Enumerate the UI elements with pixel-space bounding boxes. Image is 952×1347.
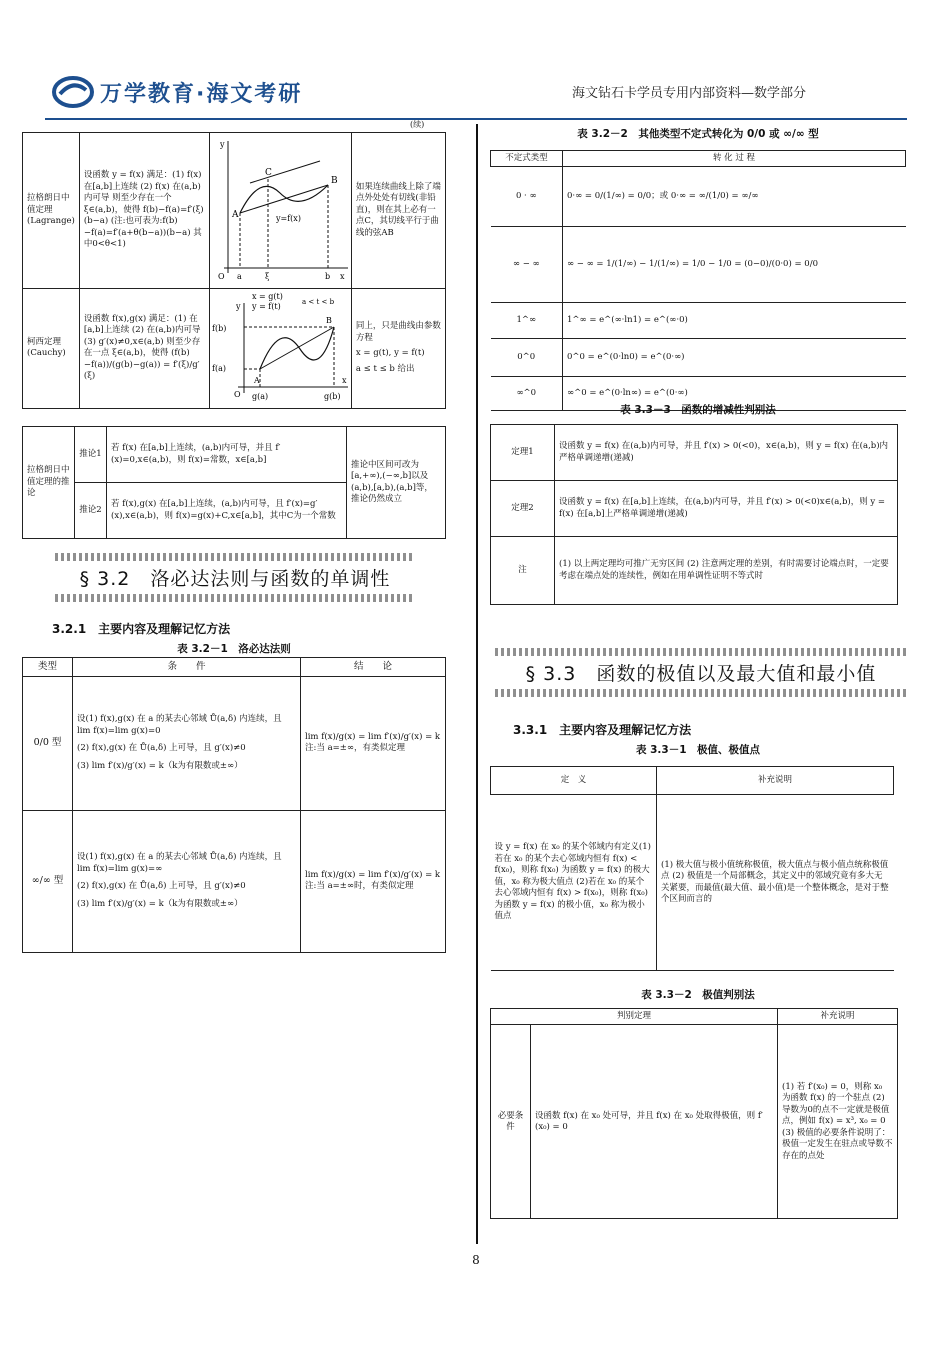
corollary-note: 推论中区间可改为[a,+∞),(−∞,b]以及(a,b),[a,b),(a,b]等，推论仍然成立 — [347, 427, 446, 539]
corollary-1-text: 若 f(x) 在[a,b]上连续，(a,b)内可导，并且 f′(x)=0,x∈(a,b)，则 f(x)=常数，x∈[a,b] — [107, 427, 347, 483]
form-transform: 0·∞ = 0/(1/∞) = 0/0；或 0·∞ = ∞/(1/0) = ∞/∞ — [563, 167, 906, 227]
result-note: 注:当 a=±∞，有类似定理 — [305, 743, 405, 754]
label-A: A — [253, 376, 260, 385]
cond-1: 设(1) f(x),g(x) 在 a 的某去心邻域 Ů(a,δ) 内连续，且 lim f(x)=lim g(x)=0 — [77, 714, 282, 736]
zero-zero-result — [301, 676, 446, 810]
extremum-test-header — [491, 1009, 898, 1025]
corollary-2-text: 若 f(x),g(x) 在[a,b]上连续，(a,b)内可导，且 f′(x)=g′(x),x∈(a,b)，则 f(x)=g(x)+C,x∈[a,b]，其中C为一个常数 — [107, 483, 347, 539]
label-gb: g(b) — [323, 392, 341, 401]
cauchy-figure — [209, 289, 351, 409]
header-theorem: 判别定理 — [491, 1009, 778, 1025]
cond-2: (2) f(x),g(x) 在 Ů(a,δ) 上可导，且 g′(x)≠0 — [77, 743, 246, 754]
row-theorem-1 — [491, 425, 898, 481]
lhopital-header — [23, 658, 446, 677]
column-divider — [476, 124, 478, 1244]
param-y-label: y = f(t) — [251, 302, 281, 311]
header-rule — [45, 118, 907, 120]
extremum-header — [491, 767, 894, 795]
page-number: 8 — [472, 1253, 480, 1267]
brand-name: 万学教育·海文考研 — [100, 81, 303, 107]
form-transform: 1^∞ = e^(∞·ln1) = e^(∞·0) — [563, 303, 906, 339]
label-y: y — [219, 140, 225, 150]
necessary-condition: 设函数 f(x) 在 x₀ 处可导，并且 f(x) 在 x₀ 处取得极值，则 f′(x₀) = 0 — [531, 1025, 778, 1219]
label-C: C — [264, 168, 272, 179]
section-3-2-title: § 3.2 洛必达法则与函数的单调性 — [79, 568, 391, 590]
theorem-2-label: 定理2 — [491, 481, 555, 537]
table-lhopital — [22, 657, 446, 953]
extremum-definition: 设 y = f(x) 在 x₀ 的某个邻域内有定义(1)若在 x₀ 的某个去心邻域内恒有 f(x) < f(x₀)，则称 f(x₀) 为函数 y = f(x) 的极大值，x₀ 称为极大值点 (2)若在 x₀ 的某个去心邻域内恒有 f(x) > f(x₀)，则称 f(x₀) 为函数 y = f(x) 的极小值，x₀ 称为极小值点 — [491, 795, 657, 971]
corollary-1-label: 推论1 — [75, 427, 107, 483]
inf-inf-conditions — [73, 810, 301, 952]
form-transform: ∞^0 = e^(0·ln∞) = e^(0·∞) — [563, 377, 906, 411]
cond-3: (3) lim f′(x)/g′(x) = k（k为有限数或±∞） — [77, 898, 243, 909]
lagrange-name: 拉格朗日中值定理 (Lagrange) — [23, 133, 80, 289]
table-3-2-2-caption: 表 3.2－2 其他类型不定式转化为 0/0 或 ∞/∞ 型 — [577, 128, 819, 140]
section-3-2-banner — [55, 553, 415, 605]
ornament-bottom — [495, 689, 907, 697]
header-process: 转 化 过 程 — [563, 151, 906, 167]
type-zero-zero: 0/0 型 — [23, 676, 73, 810]
extremum-row — [491, 795, 894, 971]
form-transform: 0^0 = e^(0·ln0) = e^(0·∞) — [563, 339, 906, 377]
label-x: x — [341, 376, 347, 385]
cauchy-name: 柯西定理 (Cauchy) — [23, 289, 80, 409]
header-condition: 条 件 — [73, 658, 301, 677]
form-transform: ∞ − ∞ = 1/(1/∞) − 1/(1/∞) = 1/0 − 1/0 = (0−0)/(0·0) = 0/0 — [563, 227, 906, 303]
result: lim f(x)/g(x) = lim f′(x)/g′(x) = k — [305, 731, 441, 742]
ornament-top — [55, 553, 415, 561]
label-curve: y=f(x) — [275, 214, 301, 224]
lagrange-note: 如果连续曲线上除了端点外处处有切线(非铅直)，则在其上必有一点C，其切线平行于曲线的弦AB — [351, 133, 445, 289]
necessary-label: 必要条件 — [491, 1025, 531, 1219]
header-conclusion: 结 论 — [301, 658, 446, 677]
label-O: O — [217, 272, 225, 282]
cauchy-note-1: 同上，只是曲线由参数方程 — [355, 321, 441, 343]
label-A: A — [231, 210, 239, 221]
indeterminate-header — [491, 151, 906, 167]
label-x: x — [339, 272, 345, 282]
row-note — [491, 537, 898, 605]
table-3-2-1-caption: 表 3.2－1 洛必达法则 — [177, 643, 291, 655]
label-fa: f(a) — [211, 364, 226, 373]
label-O: O — [233, 390, 241, 399]
brand-swirl-icon — [52, 75, 94, 109]
row-corollary-1 — [23, 427, 446, 483]
type-inf-inf: ∞/∞ 型 — [23, 810, 73, 952]
cauchy-condition: 设函数 f(x),g(x) 满足：(1) 在[a,b]上连续 (2) 在(a,b)内可导 (3) g′(x)≠0,x∈(a,b) 则至少存在一点 ξ∈(a,b)，使得 (f(b)−f(a))/(g(b)−g(a)) = f′(ξ)/g′(ξ) — [79, 289, 209, 409]
param-x-label: x = g(t) — [251, 292, 283, 301]
label-y: y — [235, 302, 241, 311]
form-label: 0^0 — [491, 339, 563, 377]
table-3-3-2-caption: 表 3.3－2 极值判别法 — [641, 989, 755, 1001]
cond-3: (3) lim f′(x)/g′(x) = k（k为有限数或±∞） — [77, 760, 243, 771]
corollary-name: 拉格朗日中值定理的推论 — [23, 427, 75, 539]
header-logo — [52, 72, 442, 112]
ornament-top — [495, 648, 907, 656]
label-a: a — [236, 272, 242, 282]
row-inf-minus-inf — [491, 227, 906, 303]
table-monotonicity — [490, 424, 898, 605]
cauchy-note-2: x = g(t), y = f(t) — [355, 348, 425, 359]
row-necessary-condition — [491, 1025, 898, 1219]
form-label: ∞ − ∞ — [491, 227, 563, 303]
param-range-label: a < t < b — [301, 298, 334, 306]
row-zero-pow-zero — [491, 339, 906, 377]
label-B: B — [330, 176, 338, 187]
necessary-notes: (1) 若 f′(x₀) = 0，则称 x₀ 为函数 f(x) 的一个驻点 (2) 导数为0的点不一定就是极值点，例如 f(x) = x³, x₀ = 0 (3) 极值的必要条件说明了：极值一定发生在驻点或导数不存在的点处 — [778, 1025, 898, 1219]
table-indeterminate-forms — [490, 150, 906, 411]
row-theorem-2 — [491, 481, 898, 537]
header-subtitle: 海文钻石卡学员专用内部资料—数学部分 — [571, 86, 806, 101]
cauchy-graph — [210, 289, 350, 403]
header-type: 类型 — [23, 658, 73, 677]
form-label: ∞^0 — [491, 377, 563, 411]
theorem-1-text: 设函数 y = f(x) 在(a,b)内可导，并且 f′(x) > 0(<0)，x∈(a,b)，则 y = f(x) 在(a,b)内严格单调递增(递减) — [555, 425, 898, 481]
cauchy-note-3: a ≤ t ≤ b 给出 — [355, 363, 415, 374]
label-ga: g(a) — [251, 392, 269, 401]
result: lim f(x)/g(x) = lim f′(x)/g′(x) = k — [305, 869, 441, 880]
header-notes: 补充说明 — [778, 1009, 898, 1025]
header-notes: 补充说明 — [657, 767, 894, 795]
row-zero-over-zero — [23, 676, 446, 810]
inf-inf-result — [301, 810, 446, 952]
header-definition: 定 义 — [491, 767, 657, 795]
continued-mark: (续) — [410, 120, 425, 129]
corollary-2-label: 推论2 — [75, 483, 107, 539]
table-lagrange-corollary — [22, 426, 446, 539]
label-fb: f(b) — [211, 324, 227, 333]
row-inf-over-inf — [23, 810, 446, 952]
label-B: B — [325, 316, 332, 325]
subsection-3-3-1: 3.3.1 主要内容及理解记忆方法 — [513, 723, 692, 737]
section-3-3-title: § 3.3 函数的极值以及最大值和最小值 — [525, 663, 877, 685]
row-cauchy — [23, 289, 446, 409]
row-one-pow-inf — [491, 303, 906, 339]
lagrange-condition: 设函数 y = f(x) 满足：(1) f(x) 在[a,b]上连续 (2) f(x) 在(a,b)内可导 则至少存在一个 ξ∈(a,b)，使得 f(b)−f(a)=f′(ξ)(b−a) (注:也可表为:f(b)−f(a)=f′(a+θ(b−a))(b−a) 其中0<θ<1) — [79, 133, 209, 289]
form-label: 1^∞ — [491, 303, 563, 339]
table-mean-value-theorems — [22, 132, 446, 409]
extremum-notes: (1) 极大值与极小值统称极值，极大值点与极小值点统称极值点 (2) 极值是一个局部概念，其定义中的邻域究竟有多大无关紧要，而最值(最大值、最小值)是一个整体概念，是对于整个区间而言的 — [657, 795, 894, 971]
label-b: b — [324, 272, 330, 282]
theorem-2-text: 设函数 y = f(x) 在[a,b]上连续，在(a,b)内可导，并且 f′(x) > 0(<0)x∈(a,b)，则 y = f(x) 在[a,b]上严格单调递增(递减) — [555, 481, 898, 537]
theorem-1-label: 定理1 — [491, 425, 555, 481]
cond-2: (2) f(x),g(x) 在 Ů(a,δ) 上可导，且 g′(x)≠0 — [77, 881, 246, 892]
table-extremum-test — [490, 1008, 898, 1219]
row-lagrange — [23, 133, 446, 289]
header-form: 不定式类型 — [491, 151, 563, 167]
zero-zero-conditions — [73, 676, 301, 810]
result-note: 注:当 a=±∞时，有类似定理 — [305, 881, 414, 892]
note-text: (1) 以上两定理均可推广无穷区间 (2) 注意两定理的差别，有时需要讨论端点时，一定要考虑在端点处的连续性，例如在用单调性证明不等式时 — [555, 537, 898, 605]
table-3-3-3-caption: 表 3.3－3 函数的增减性判别法 — [620, 404, 776, 416]
ornament-bottom — [55, 594, 415, 602]
table-extremum-definition — [490, 766, 894, 971]
label-xi: ξ — [264, 272, 270, 282]
form-label: 0 · ∞ — [491, 167, 563, 227]
lagrange-figure — [209, 133, 351, 289]
subsection-3-2-1: 3.2.1 主要内容及理解记忆方法 — [52, 622, 231, 636]
table-3-3-1-caption: 表 3.3－1 极值、极值点 — [635, 744, 761, 756]
section-3-3-banner — [495, 648, 907, 700]
note-label: 注 — [491, 537, 555, 605]
row-zero-times-inf — [491, 167, 906, 227]
cauchy-note — [351, 289, 445, 409]
cond-1: 设(1) f(x),g(x) 在 a 的某去心邻域 Ů(a,δ) 内连续，且 lim f(x)=lim g(x)=∞ — [77, 852, 282, 874]
lagrange-graph — [210, 133, 350, 283]
